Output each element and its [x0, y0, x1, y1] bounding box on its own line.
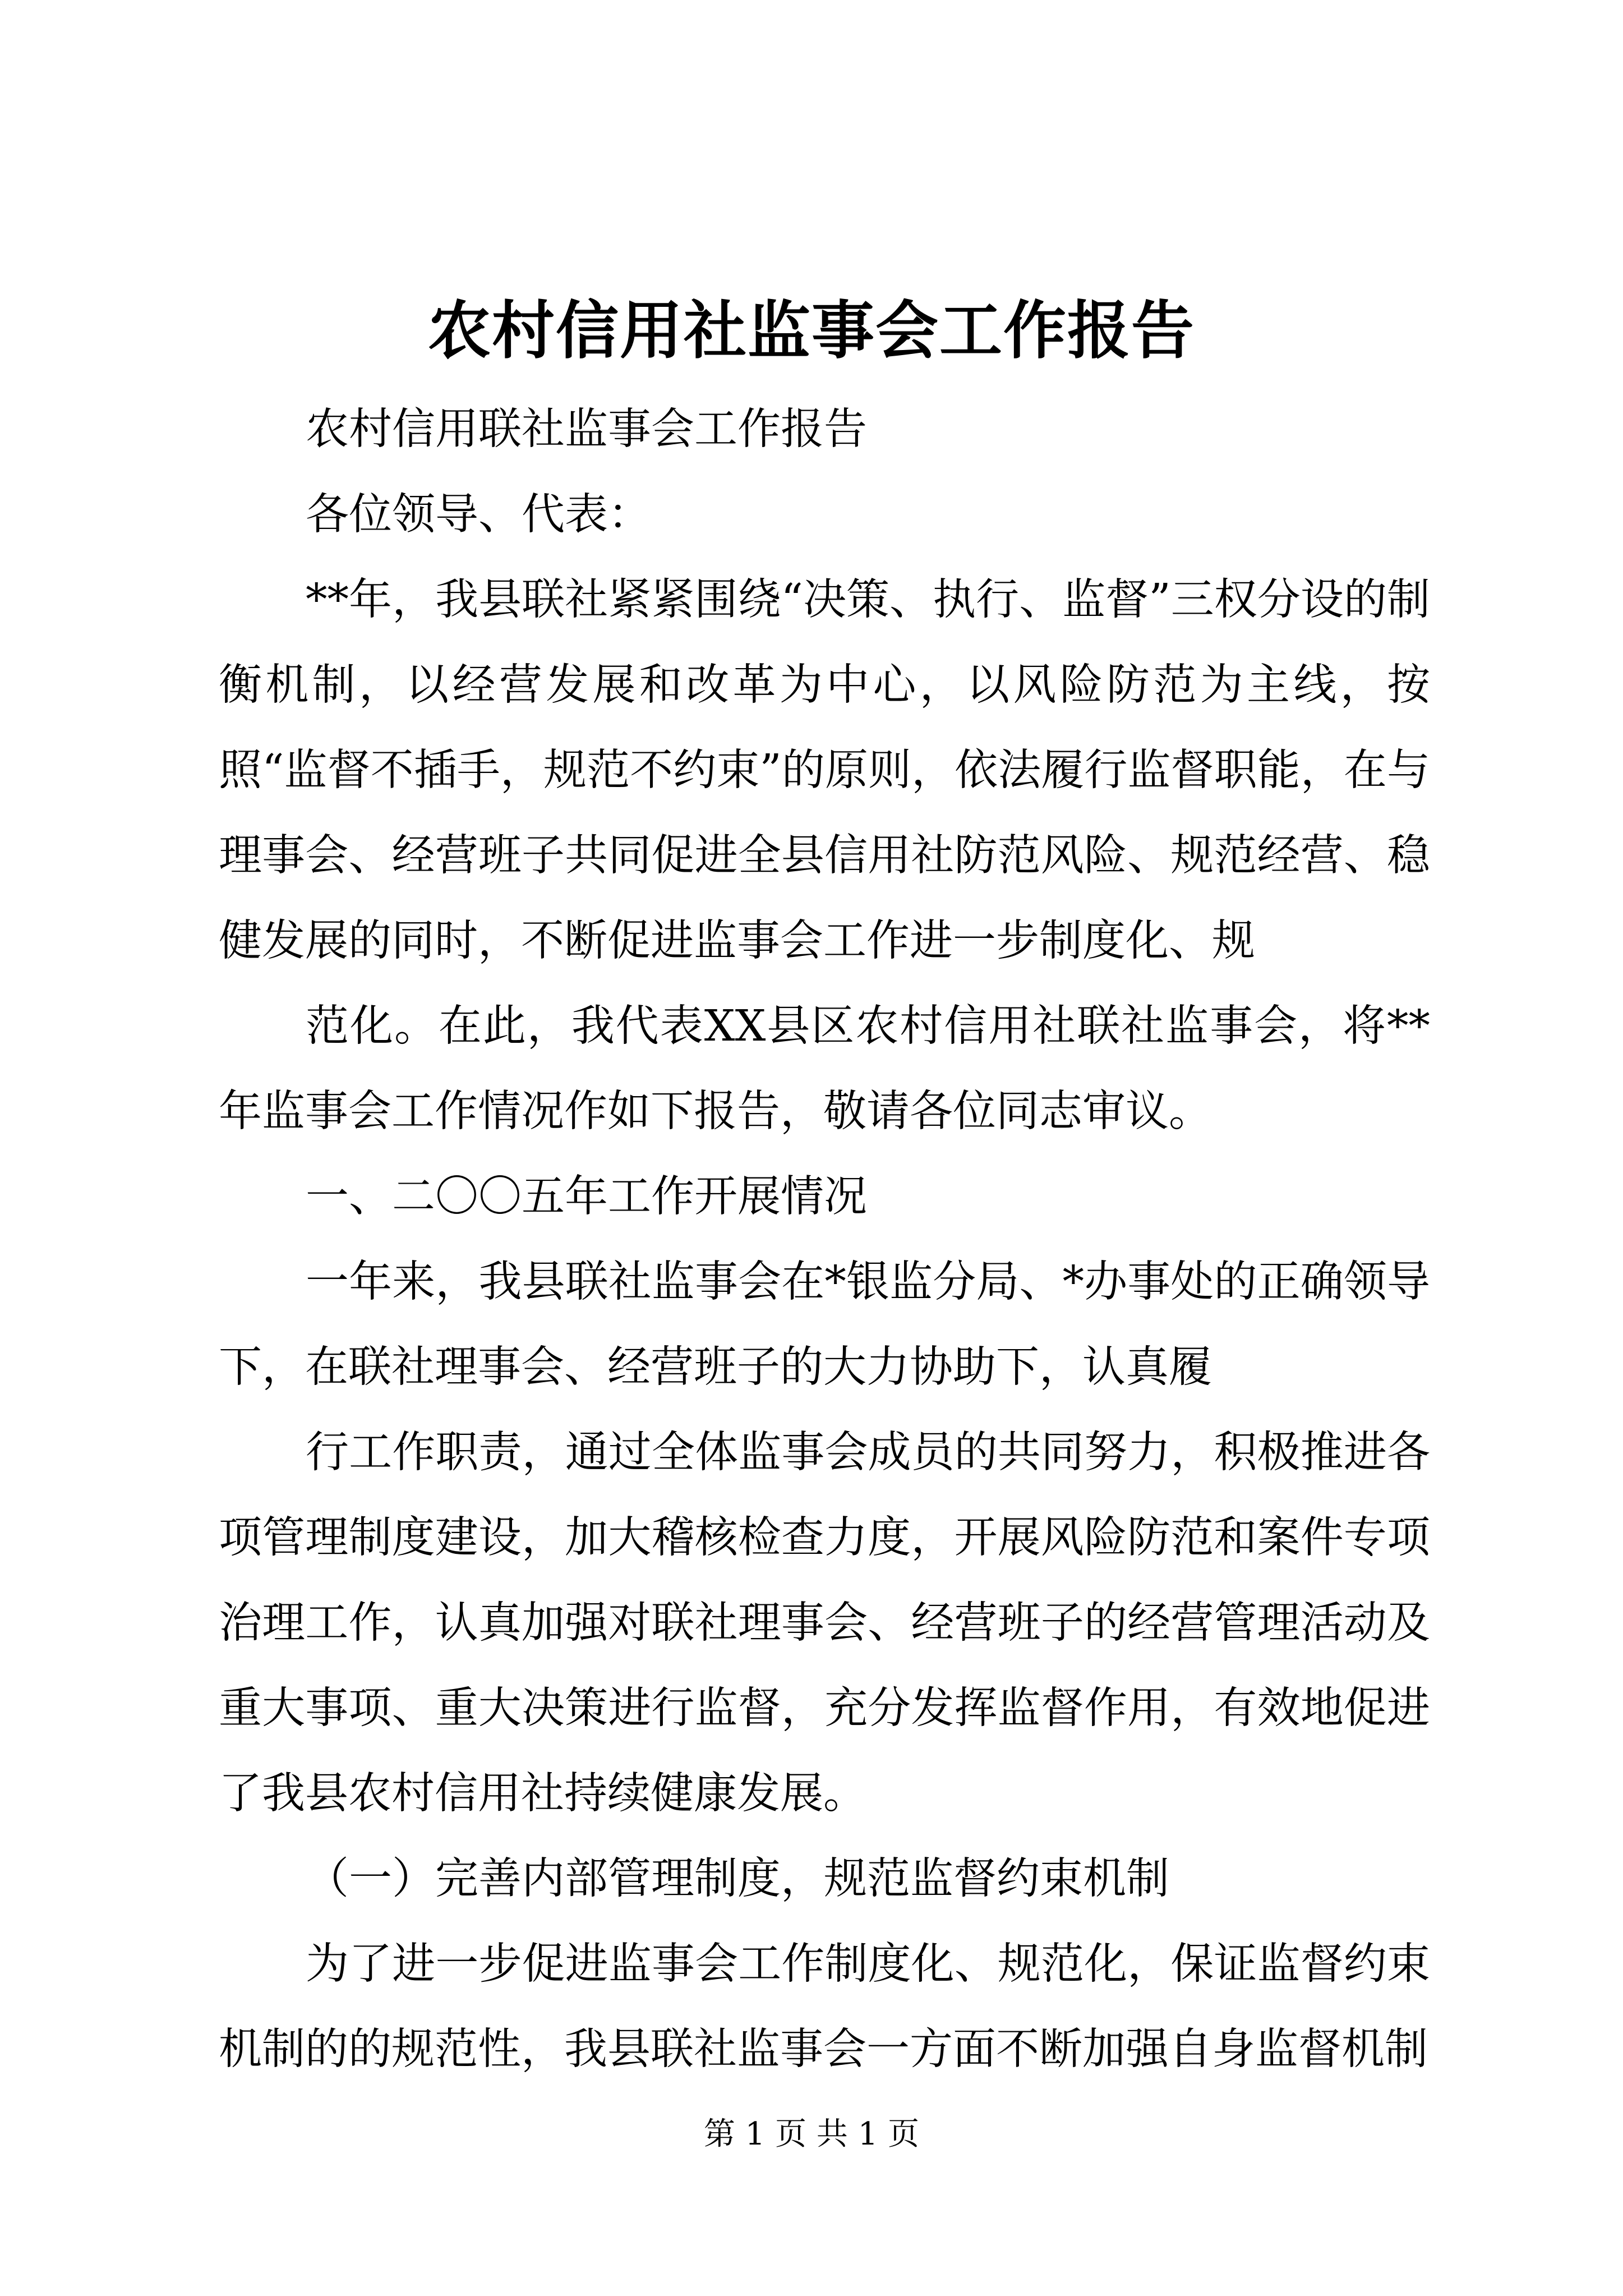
- section-heading-1: 一、二〇〇五年工作开展情况: [306, 1172, 867, 1222]
- subsection-heading-1: （一）完善内部管理制度，规范监督约束机制: [306, 1854, 1169, 1904]
- page-number-footer: 第 1 页 共 1 页: [703, 2116, 920, 2152]
- document-title: 农村信用社监事会工作报告: [428, 294, 1195, 367]
- paragraph-subtitle: 农村信用联社监事会工作报告: [306, 404, 867, 454]
- paragraph-intro-continued: 范化。在此，我代表XX县区农村信用社联社监事会，将**年监事会工作情况作如下报告，敬请各位同志审议。: [219, 1001, 1430, 1137]
- paragraph-overview: 一年来，我县联社监事会在*银监分局、*办事处的正确领导下，在联社理事会、经营班子的大力协助下，认真履: [219, 1257, 1430, 1392]
- document-body: [219, 387, 1430, 2092]
- paragraph-salutation: 各位领导、代表：: [306, 490, 651, 540]
- paragraph-subsection-1: 为了进一步促进监事会工作制度化、规范化，保证监督约束机制的的规范性，我县联社监事会一方面不断加强自身监督机制: [219, 1939, 1430, 2074]
- paragraph-intro: **年，我县联社紧紧围绕“决策、执行、监督”三权分设的制衡机制，以经营发展和改革为中心，以风险防范为主线，按照“监督不插手，规范不约束”的原则，依法履行监督职能，在与理事会、经营班子共同促进全县信用社防范风险、规范经营、稳健发展的同时，不断促进监事会工作进一步制度化、规: [219, 575, 1430, 966]
- paragraph-overview-continued: 行工作职责，通过全体监事会成员的共同努力，积极推进各项管理制度建设，加大稽核检查力度，开展风险防范和案件专项治理工作，认真加强对联社理事会、经营班子的经营管理活动及重大事项、重大决策进行监督，充分发挥监督作用，有效地促进了我县农村信用社持续健康发展。: [219, 1428, 1430, 1819]
